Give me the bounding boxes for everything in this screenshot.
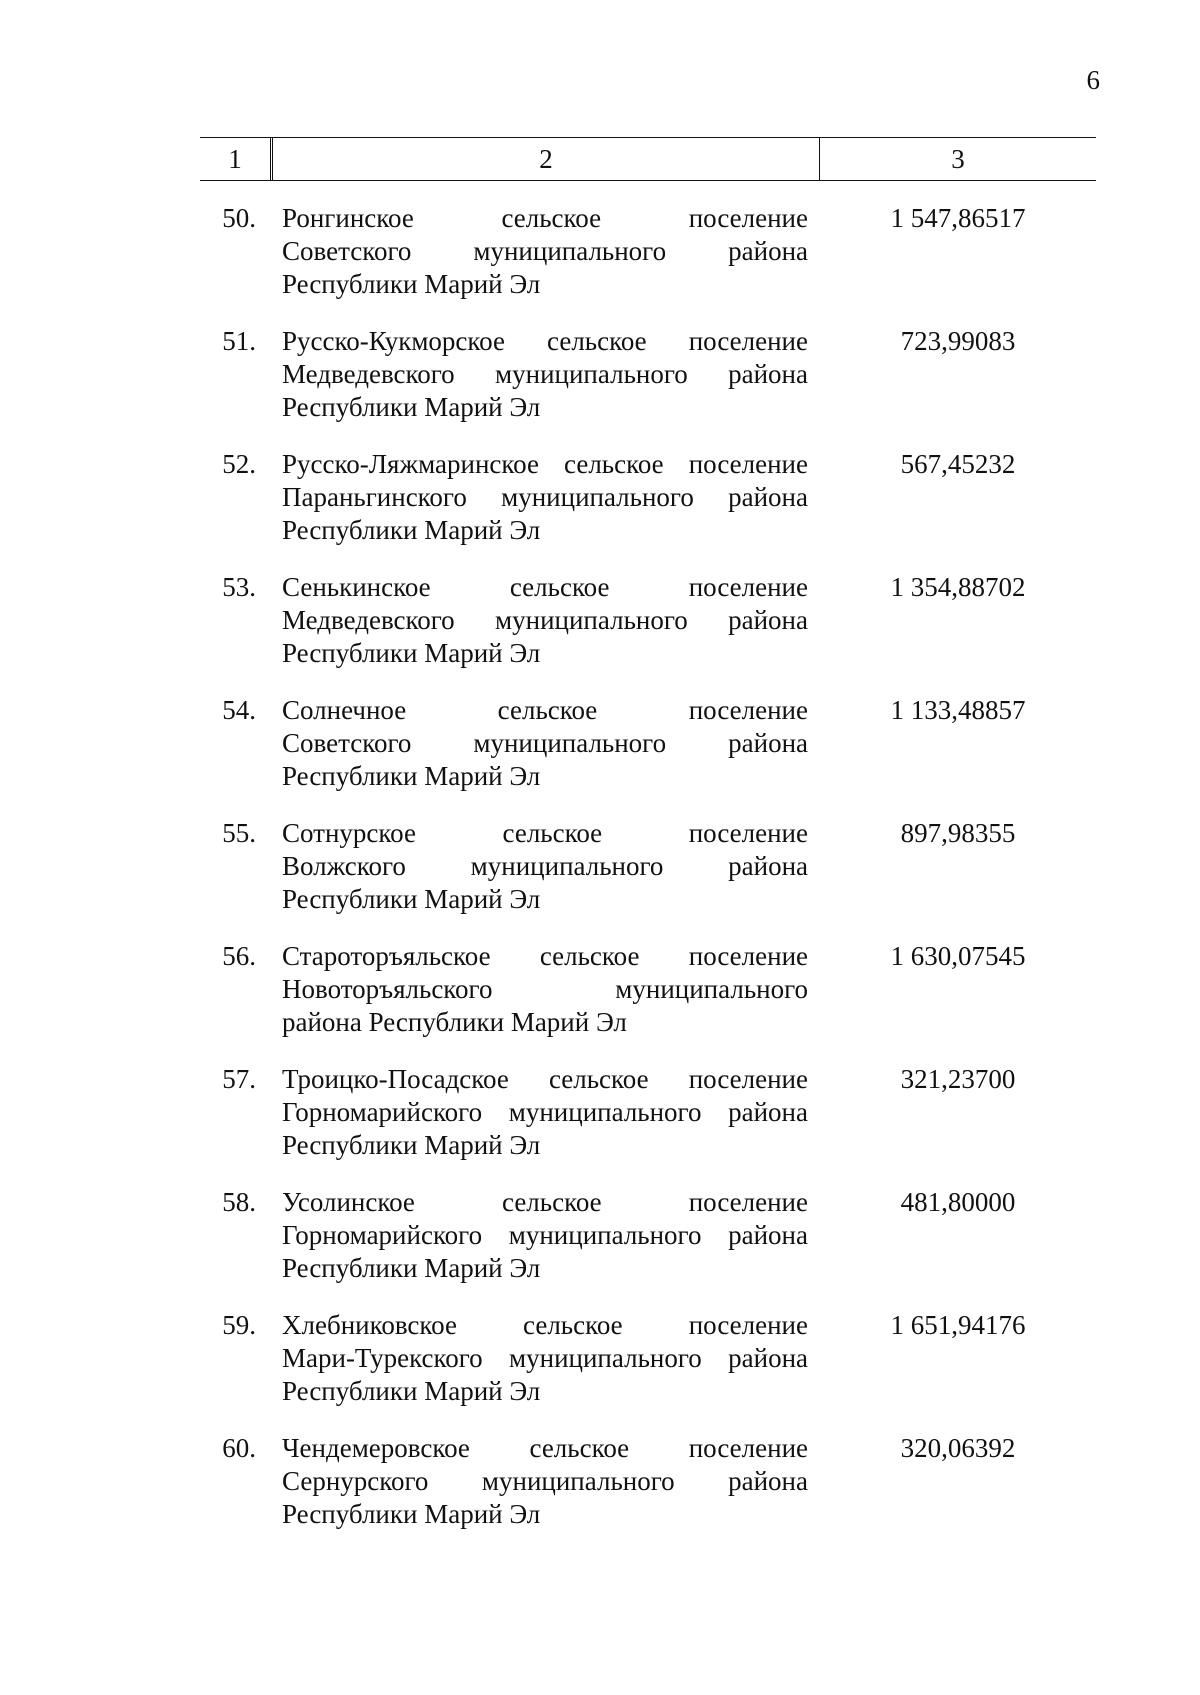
settlement-name xyxy=(282,694,808,793)
row-value: 481,80000 xyxy=(900,1187,1016,1217)
name-line: района Республики Марий Эл xyxy=(282,1007,627,1037)
row-number: 50. xyxy=(222,203,256,233)
row-value: 897,98355 xyxy=(900,818,1016,848)
name-line: Республики Марий Эл xyxy=(282,638,541,668)
name-line: Медведевского муниципального района xyxy=(282,605,808,635)
row-number: 59. xyxy=(222,1310,256,1340)
table-row xyxy=(200,448,1096,571)
header-col-2: 2 xyxy=(272,138,820,180)
settlement-name xyxy=(282,1063,808,1162)
row-number: 51. xyxy=(222,326,256,356)
table-row xyxy=(200,571,1096,694)
row-number: 58. xyxy=(222,1187,256,1217)
row-value: 1 133,48857 xyxy=(890,695,1026,725)
name-line: Сотнурское сельское поселение xyxy=(282,818,808,848)
name-line: Республики Марий Эл xyxy=(282,1130,541,1160)
name-line: Хлебниковское сельское поселение xyxy=(282,1310,808,1340)
name-line: Советского муниципального района xyxy=(282,728,808,758)
name-line: Республики Марий Эл xyxy=(282,392,541,422)
name-line: Троицко-Посадское сельское поселение xyxy=(282,1064,808,1094)
name-line: Сернурского муниципального района xyxy=(282,1466,808,1496)
row-value: 1 630,07545 xyxy=(890,941,1026,971)
name-line: Республики Марий Эл xyxy=(282,269,541,299)
name-line: Горномарийского муниципального района xyxy=(282,1097,808,1127)
row-value: 320,06392 xyxy=(900,1433,1016,1463)
table-row xyxy=(200,940,1096,1063)
settlement-name xyxy=(282,202,808,301)
table-body xyxy=(200,202,1096,1555)
name-line: Горномарийского муниципального района xyxy=(282,1220,808,1250)
table-row xyxy=(200,202,1096,325)
name-line: Параньгинского муниципального района xyxy=(282,482,808,512)
row-number: 54. xyxy=(222,695,256,725)
settlement-name xyxy=(282,817,808,916)
table-row xyxy=(200,325,1096,448)
name-line: Медведевского муниципального района xyxy=(282,359,808,389)
row-value: 723,99083 xyxy=(900,326,1016,356)
table-row xyxy=(200,817,1096,940)
table-row xyxy=(200,694,1096,817)
row-value: 321,23700 xyxy=(900,1064,1016,1094)
settlement-name xyxy=(282,571,808,670)
row-value: 1 547,86517 xyxy=(890,203,1026,233)
name-line: Республики Марий Эл xyxy=(282,1253,541,1283)
name-line: Усолинское сельское поселение xyxy=(282,1187,808,1217)
row-number: 52. xyxy=(222,449,256,479)
settlement-name xyxy=(282,940,808,1039)
settlement-name xyxy=(282,448,808,547)
name-line: Республики Марий Эл xyxy=(282,761,541,791)
name-line: Республики Марий Эл xyxy=(282,1376,541,1406)
name-line: Русско-Ляжмаринское сельское поселение xyxy=(282,449,808,479)
name-line: Новоторъяльского муниципального xyxy=(282,974,808,1004)
page-number: 6 xyxy=(1086,65,1100,95)
row-number: 56. xyxy=(222,941,256,971)
name-line: Волжского муниципального района xyxy=(282,851,808,881)
row-number: 57. xyxy=(222,1064,256,1094)
name-line: Советского муниципального района xyxy=(282,236,808,266)
settlement-name xyxy=(282,325,808,424)
row-number: 60. xyxy=(222,1433,256,1463)
name-line: Ронгинское сельское поселение xyxy=(282,203,808,233)
row-number: 55. xyxy=(222,818,256,848)
name-line: Сенькинское сельское поселение xyxy=(282,572,808,602)
name-line: Республики Марий Эл xyxy=(282,515,541,545)
settlement-name xyxy=(282,1432,808,1531)
name-line: Староторъяльское сельское поселение xyxy=(282,941,808,971)
table-row xyxy=(200,1186,1096,1309)
table-row xyxy=(200,1309,1096,1432)
table-row xyxy=(200,1063,1096,1186)
name-line: Республики Марий Эл xyxy=(282,884,541,914)
name-line: Республики Марий Эл xyxy=(282,1499,541,1529)
name-line: Чендемеровское сельское поселение xyxy=(282,1433,808,1463)
table-header xyxy=(200,137,1096,181)
settlement-name xyxy=(282,1186,808,1285)
header-col-1: 1 xyxy=(200,138,271,180)
header-col-3: 3 xyxy=(951,144,965,174)
name-line: Мари-Турекского муниципального района xyxy=(282,1343,808,1373)
row-number: 53. xyxy=(222,572,256,602)
settlement-name xyxy=(282,1309,808,1408)
table-row xyxy=(200,1432,1096,1555)
row-value: 1 651,94176 xyxy=(890,1310,1026,1340)
row-value: 1 354,88702 xyxy=(890,572,1026,602)
name-line: Русско-Кукморское сельское поселение xyxy=(282,326,808,356)
name-line: Солнечное сельское поселение xyxy=(282,695,808,725)
row-value: 567,45232 xyxy=(900,449,1016,479)
